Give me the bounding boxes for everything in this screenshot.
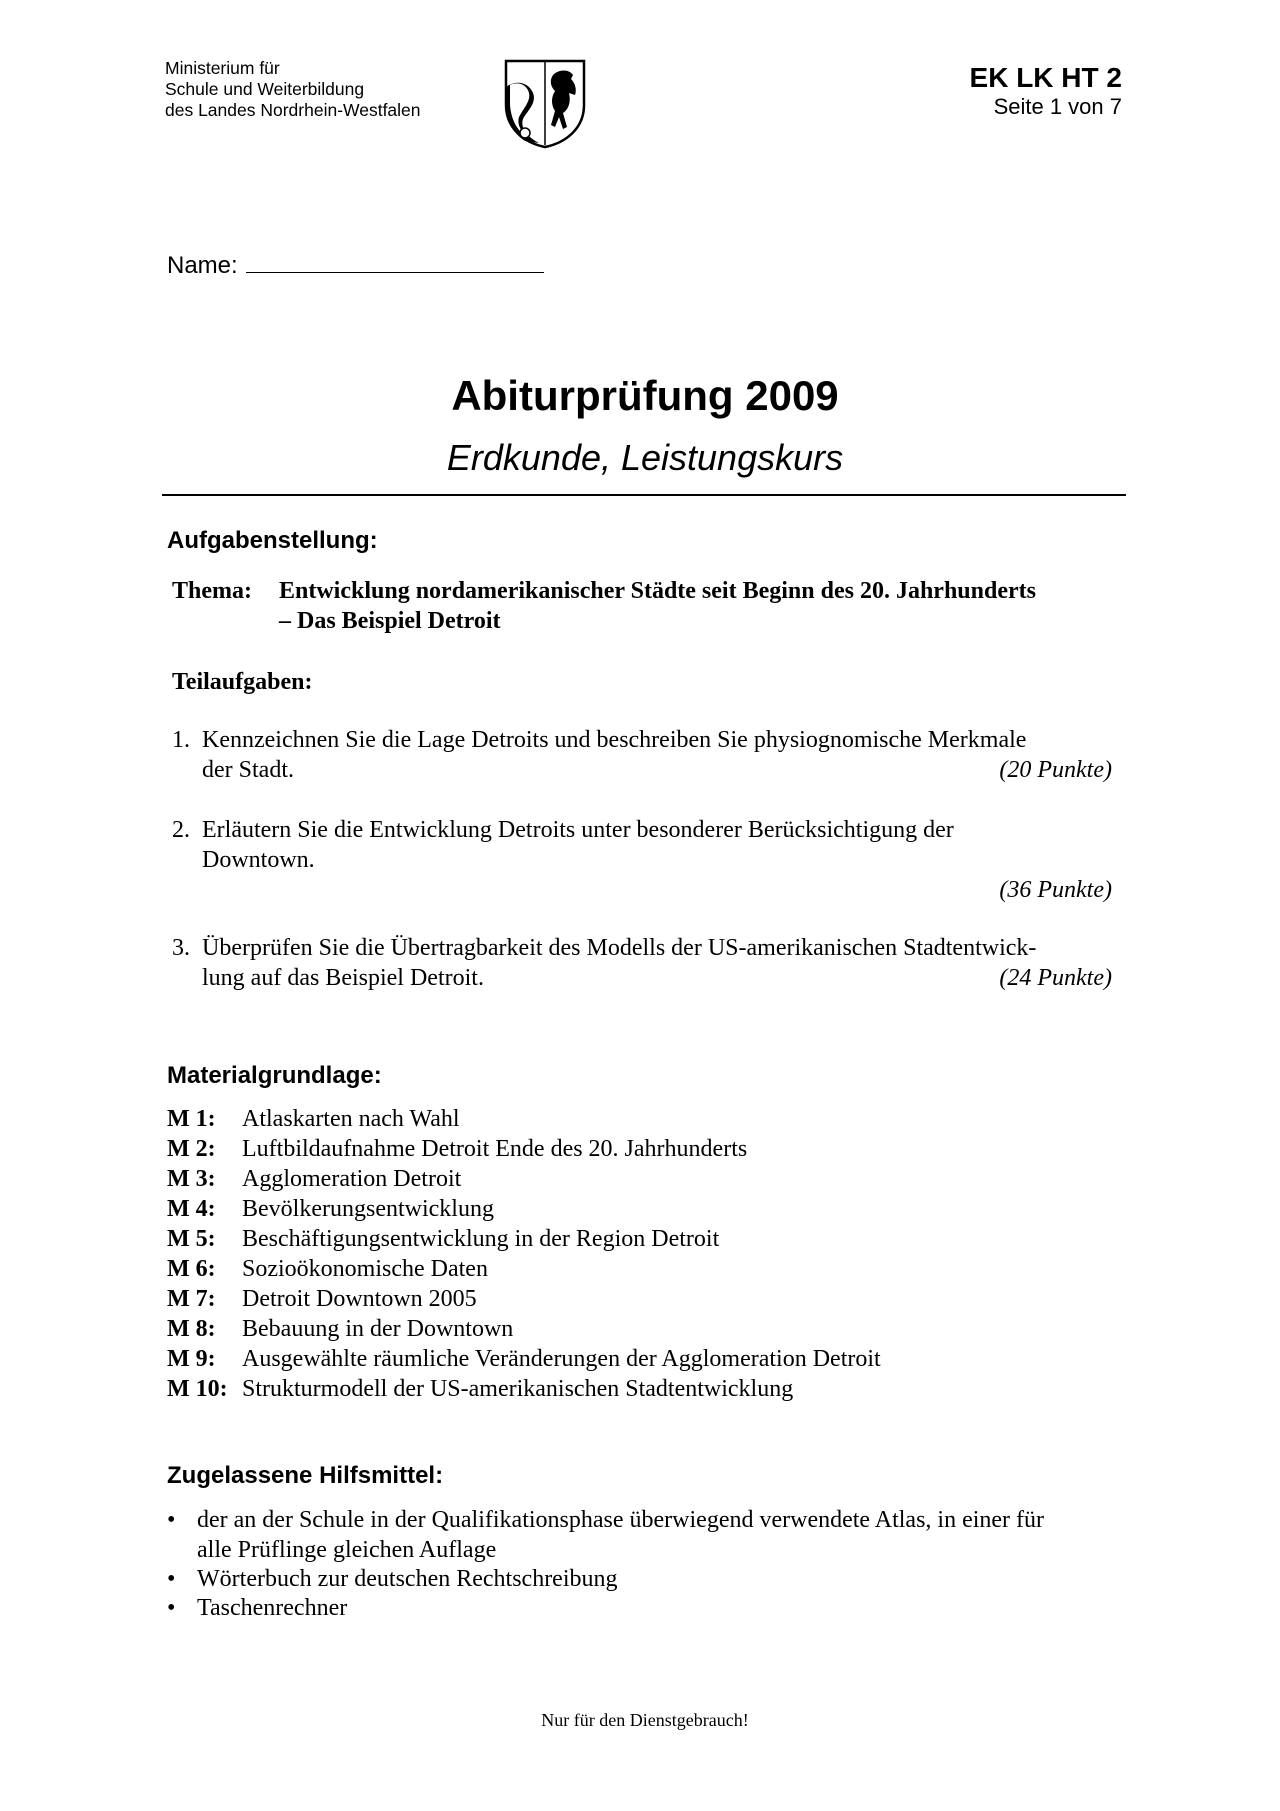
task-number: 2. <box>172 817 190 843</box>
material-item <box>167 1284 477 1314</box>
thema-text <box>279 576 1119 636</box>
aid-text: der an der Schule in der Qualifikationsphase überwiegend verwendete Atlas, in einer für <box>197 1507 1045 1533</box>
material-item <box>167 1374 793 1404</box>
aid-text: Wörterbuch zur deutschen Rechtschreibung <box>197 1566 618 1592</box>
ministry-name <box>165 58 421 121</box>
task-text: der Stadt. <box>202 757 294 783</box>
task-text: Erläutern Sie die Entwicklung Detroits unter besonderer Berücksichtigung der <box>202 817 954 843</box>
task-text: Überprüfen Sie die Übertragbarkeit des Modells der US-amerikanischen Stadtentwick- <box>202 935 1037 961</box>
material-text: Bebauung in der Downtown <box>242 1316 514 1342</box>
material-label: M 5: <box>167 1226 216 1252</box>
thema-line: Entwicklung nordamerikanischer Städte seit Beginn des 20. Jahrhunderts <box>279 578 1036 604</box>
bullet-icon: • <box>167 1566 176 1592</box>
bullet-icon: • <box>167 1595 176 1621</box>
ministry-line: Ministerium für <box>165 58 280 78</box>
material-text: Detroit Downtown 2005 <box>242 1286 477 1312</box>
subtasks-heading: Teilaufgaben: <box>172 669 313 695</box>
material-label: M 3: <box>167 1166 216 1192</box>
thema-line: – Das Beispiel Detroit <box>279 608 501 634</box>
thema-label: Thema: <box>172 578 252 604</box>
footer-note: Nur für den Dienstgebrauch! <box>541 1710 749 1730</box>
task-points: (20 Punkte) <box>999 757 1112 783</box>
material-item <box>167 1344 881 1374</box>
material-item <box>167 1194 494 1224</box>
material-item <box>167 1104 460 1134</box>
task-number: 1. <box>172 727 190 753</box>
aid-text: alle Prüflinge gleichen Auflage <box>197 1537 497 1563</box>
bullet-icon: • <box>167 1507 176 1533</box>
material-label: M 8: <box>167 1316 216 1342</box>
material-item <box>167 1314 513 1344</box>
material-text: Ausgewählte räumliche Veränderungen der Agglomeration Detroit <box>242 1346 881 1372</box>
page-title: Abiturprüfung 2009 <box>451 372 839 419</box>
task-text: Kennzeichnen Sie die Lage Detroits und beschreiben Sie physiognomische Merkmale <box>202 727 1027 753</box>
material-item <box>167 1254 488 1284</box>
ministry-line: Schule und Weiterbildung <box>165 79 365 99</box>
name-field <box>167 250 544 280</box>
exam-code: EK LK HT 2 <box>969 62 1122 93</box>
title-divider <box>162 494 1126 496</box>
page-subtitle: Erdkunde, Leistungskurs <box>446 437 844 478</box>
aid-text: Taschenrechner <box>197 1595 348 1621</box>
material-label: M 4: <box>167 1196 216 1222</box>
material-item <box>167 1134 747 1164</box>
material-item <box>167 1164 461 1194</box>
task-points: (36 Punkte) <box>999 877 1112 903</box>
material-label: M 10: <box>167 1376 228 1402</box>
material-label: M 9: <box>167 1346 216 1372</box>
aid-item <box>167 1593 1127 1623</box>
name-blank-line[interactable] <box>246 250 544 273</box>
task-text: Downtown. <box>202 847 315 873</box>
ministry-line: des Landes Nordrhein-Westfalen <box>165 100 421 120</box>
materials-heading: Materialgrundlage: <box>167 1062 382 1089</box>
material-text: Agglomeration Detroit <box>242 1166 462 1192</box>
task-item <box>172 933 1112 993</box>
page-info: Seite 1 von 7 <box>993 94 1122 119</box>
material-text: Sozioökonomische Daten <box>242 1256 488 1282</box>
material-text: Atlaskarten nach Wahl <box>242 1106 460 1132</box>
task-item <box>172 815 1112 905</box>
material-text: Luftbildaufnahme Detroit Ende des 20. Jahrhunderts <box>242 1136 748 1162</box>
task-number: 3. <box>172 935 190 961</box>
material-label: M 1: <box>167 1106 216 1132</box>
material-text: Strukturmodell der US-amerikanischen Stadtentwicklung <box>242 1376 794 1402</box>
aid-item <box>167 1505 1127 1565</box>
task-points: (24 Punkte) <box>999 965 1112 991</box>
exam-code-block <box>970 62 1122 120</box>
material-label: M 2: <box>167 1136 216 1162</box>
aids-heading: Zugelassene Hilfsmittel: <box>167 1462 444 1489</box>
task-text: lung auf das Beispiel Detroit. <box>202 965 484 991</box>
material-text: Bevölkerungsentwicklung <box>242 1196 494 1222</box>
material-label: M 6: <box>167 1256 216 1282</box>
aid-item <box>167 1564 1127 1594</box>
assignment-heading: Aufgabenstellung: <box>167 527 378 554</box>
material-text: Beschäftigungsentwicklung in der Region Detroit <box>242 1226 720 1252</box>
name-label: Name: <box>167 252 238 279</box>
task-item <box>172 725 1112 785</box>
material-item <box>167 1224 719 1254</box>
coat-of-arms-icon <box>503 57 587 149</box>
material-label: M 7: <box>167 1286 216 1312</box>
